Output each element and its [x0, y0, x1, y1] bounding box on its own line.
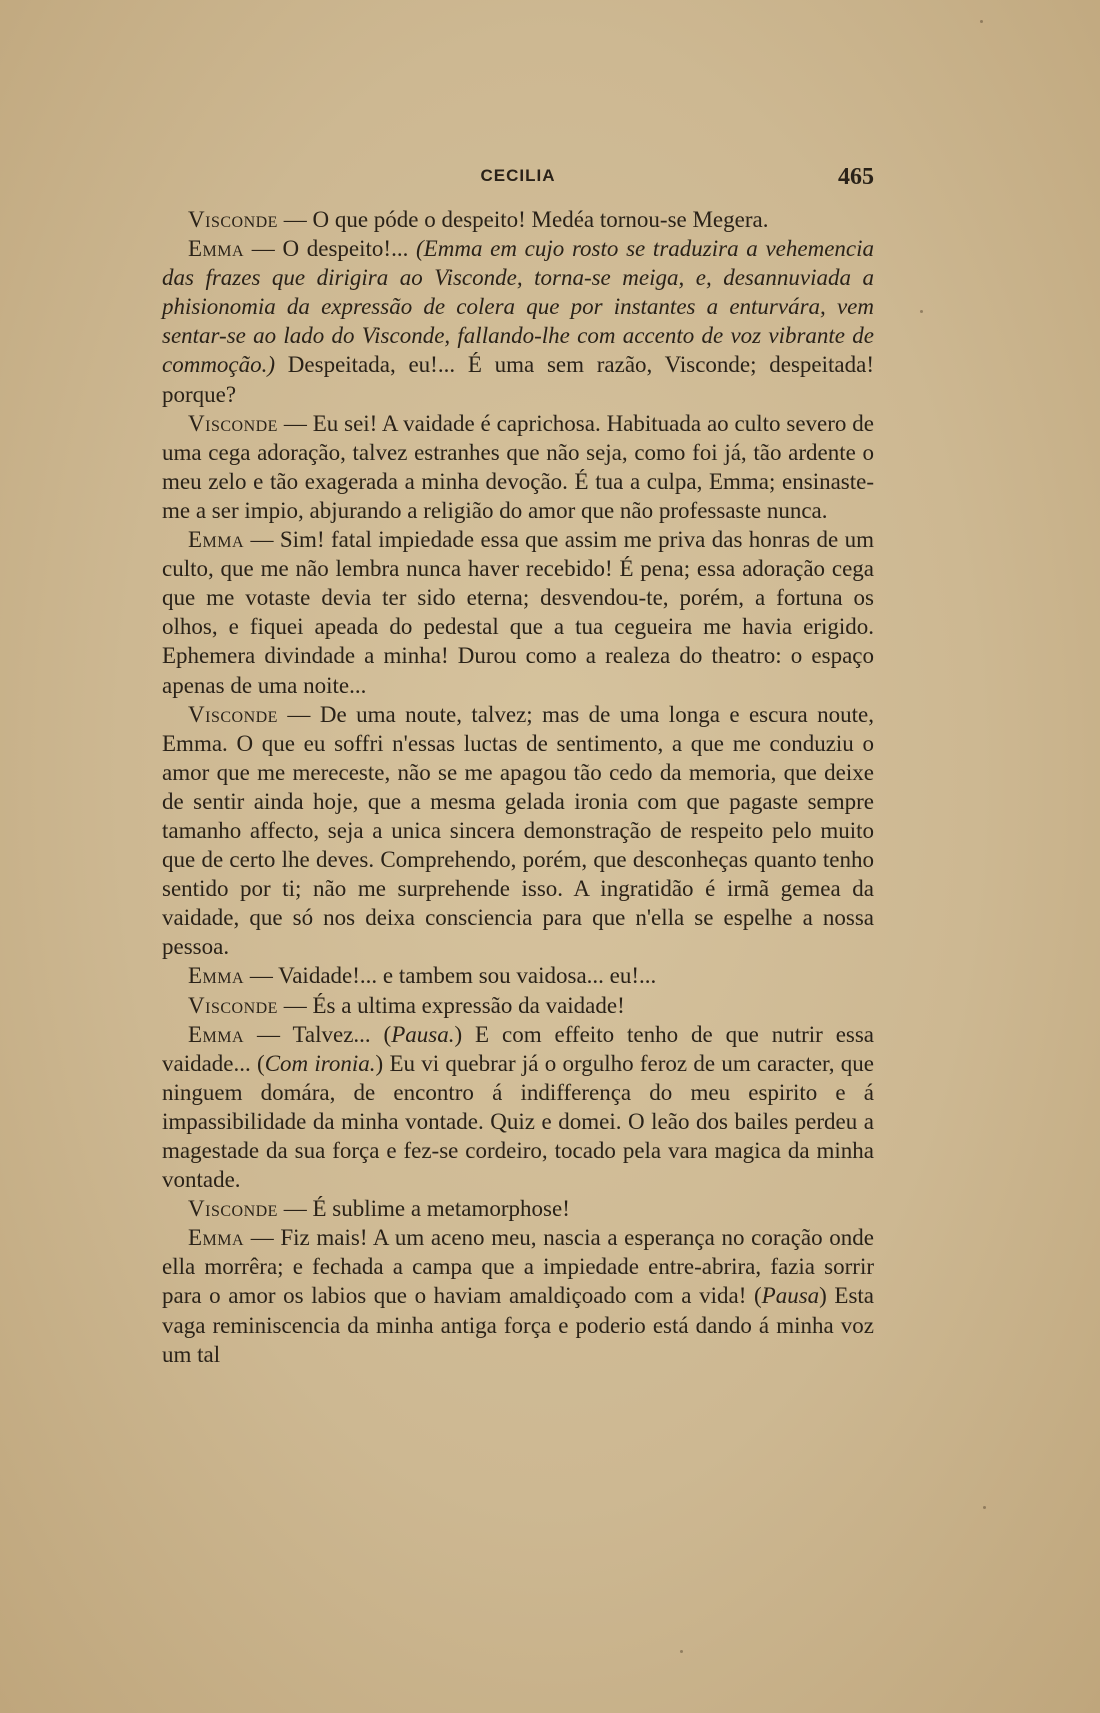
speaker-name: Visconde — [188, 1196, 278, 1222]
dash: — — [277, 410, 313, 436]
dialogue-text: Fiz mais! A um aceno meu, nascia a esperança no coração onde ella morrêra; e fechada a campa que a impiedade entre-abrira, fazia sorrir para o amor os labios que o haviam amaldiçoado com a vida! ( — [162, 1225, 874, 1309]
dialogue-paragraph — [162, 1223, 874, 1368]
dialogue-text: É sublime a metamorphose! — [312, 1196, 570, 1222]
dash: — — [277, 1196, 313, 1222]
dialogue-paragraph — [162, 1194, 874, 1223]
speaker-name: Emma — [188, 1021, 245, 1047]
dash: — — [244, 527, 280, 553]
dash: — — [244, 236, 283, 262]
speaker-name: Visconde — [188, 207, 278, 232]
dash: — — [244, 963, 279, 989]
dialogue-text: Vaidade!... e tambem sou vaidosa... eu!... — [278, 963, 657, 989]
dialogue-text: Eu sei! A vaidade é caprichosa. Habituada ao culto severo de uma cega adoração, talvez estranhes que não seja, como foi já, tão ardente o meu zelo e tão exagerada a minha devoção. É tua a culpa, Emma; ensinaste-me a ser impio, abjurando a religião do amor que não professaste nunca. — [162, 410, 874, 523]
dialogue-paragraph — [162, 205, 874, 234]
paper-speck — [920, 310, 923, 313]
dialogue-paragraph — [162, 409, 874, 525]
dialogue-paragraph — [162, 234, 874, 409]
dialogue-text: O despeito!... — [282, 236, 417, 262]
dialogue-text: O que póde o despeito! Medéa tornou-se Megera. — [312, 207, 769, 232]
dash: — — [277, 207, 313, 232]
paper-speck — [983, 1506, 986, 1509]
speaker-name: Emma — [188, 963, 245, 989]
dialogue-text: Talvez... ( — [292, 1021, 392, 1047]
dash: — — [277, 992, 313, 1018]
stage-direction: Pausa — [761, 1283, 820, 1309]
dash: — — [244, 1225, 281, 1251]
stage-direction: Com ironia. — [264, 1050, 376, 1076]
page-number: 465 — [838, 164, 874, 190]
dialogue-text: Despeitada, eu!... É uma sem razão, Visconde; despeitada! porque? — [162, 352, 874, 407]
dash: — — [277, 701, 320, 727]
dialogue-paragraph — [162, 525, 874, 700]
dialogue-text: ) E com effeito tenho de que nutrir essa vaidade... ( — [162, 1021, 875, 1076]
paper-speck — [680, 1650, 683, 1653]
speaker-name: Visconde — [188, 701, 278, 727]
dialogue-text: ) Esta vaga reminiscencia da minha antiga força e poderio está dando á minha voz um tal — [162, 1283, 875, 1367]
dialogue-paragraph — [162, 1020, 874, 1195]
dialogue-text: Sim! fatal impiedade essa que assim me priva das honras de um culto, que me não lembra nunca haver recebido! É pena; essa adoração cega que me votaste devia ter sido eterna; desvendou-te, porém, a fortuna os olhos, e fiquei apeada do pedestal que a tua cegueira me havia erigido. Ephemera divindade a minha! Durou como a realeza do theatro: o espaço apenas de uma noite... — [162, 527, 875, 698]
speaker-name: Emma — [188, 236, 245, 262]
running-header — [162, 166, 874, 196]
stage-direction: (Emma em cujo rosto se traduzira a vehemencia das frazes que dirigira ao Visconde, torna-se meiga, e, desannuviada a phisionomia da expressão de colera que por instantes a enturvára, vem sentar-se ao lado do Visconde, fallando-lhe com accento de voz vibrante de commoção.) — [162, 236, 874, 378]
stage-direction: Pausa. — [391, 1021, 455, 1047]
speaker-name: Visconde — [188, 410, 278, 436]
speaker-name: Visconde — [188, 992, 278, 1018]
speaker-name: Emma — [188, 1225, 245, 1251]
running-title: CECILIA — [480, 166, 556, 185]
dialogue-paragraph — [162, 700, 874, 962]
speaker-name: Emma — [188, 527, 245, 553]
page-body — [162, 205, 874, 1369]
dialogue-text: ) Eu vi quebrar já o orgulho feroz de um caracter, que ninguem domára, de encontro á indifferença do meu espirito e á impassibilidade da minha vontade. Quiz e domei. O leão dos bailes perdeu a magestade da sua força e fez-se cordeiro, tocado pela vara magica da minha vontade. — [162, 1050, 874, 1193]
dialogue-text: És a ultima expressão da vaidade! — [312, 992, 625, 1018]
dialogue-text: De uma noute, talvez; mas de uma longa e escura noute, Emma. O que eu soffri n'essas luctas de sentimento, a que me conduziu o amor que me mereceste, não se me apagou tão cedo da memoria, que deixe de sentir ainda hoje, que a mesma gelada ironia com que pagaste sempre tamanho affecto, seja a unica sincera demonstração de respeito pelo muito que de certo lhe deves. Comprehendo, porém, que desconheças quanto tenho sentido por ti; não me surprehende isso. A ingratidão é irmã gemea da vaidade, que só nos deixa consciencia para que n'ella se espelhe a nossa pessoa. — [162, 701, 874, 960]
dash: — — [244, 1021, 293, 1047]
dialogue-paragraph — [162, 991, 874, 1020]
paper-speck — [980, 20, 983, 23]
dialogue-paragraph — [162, 961, 874, 990]
